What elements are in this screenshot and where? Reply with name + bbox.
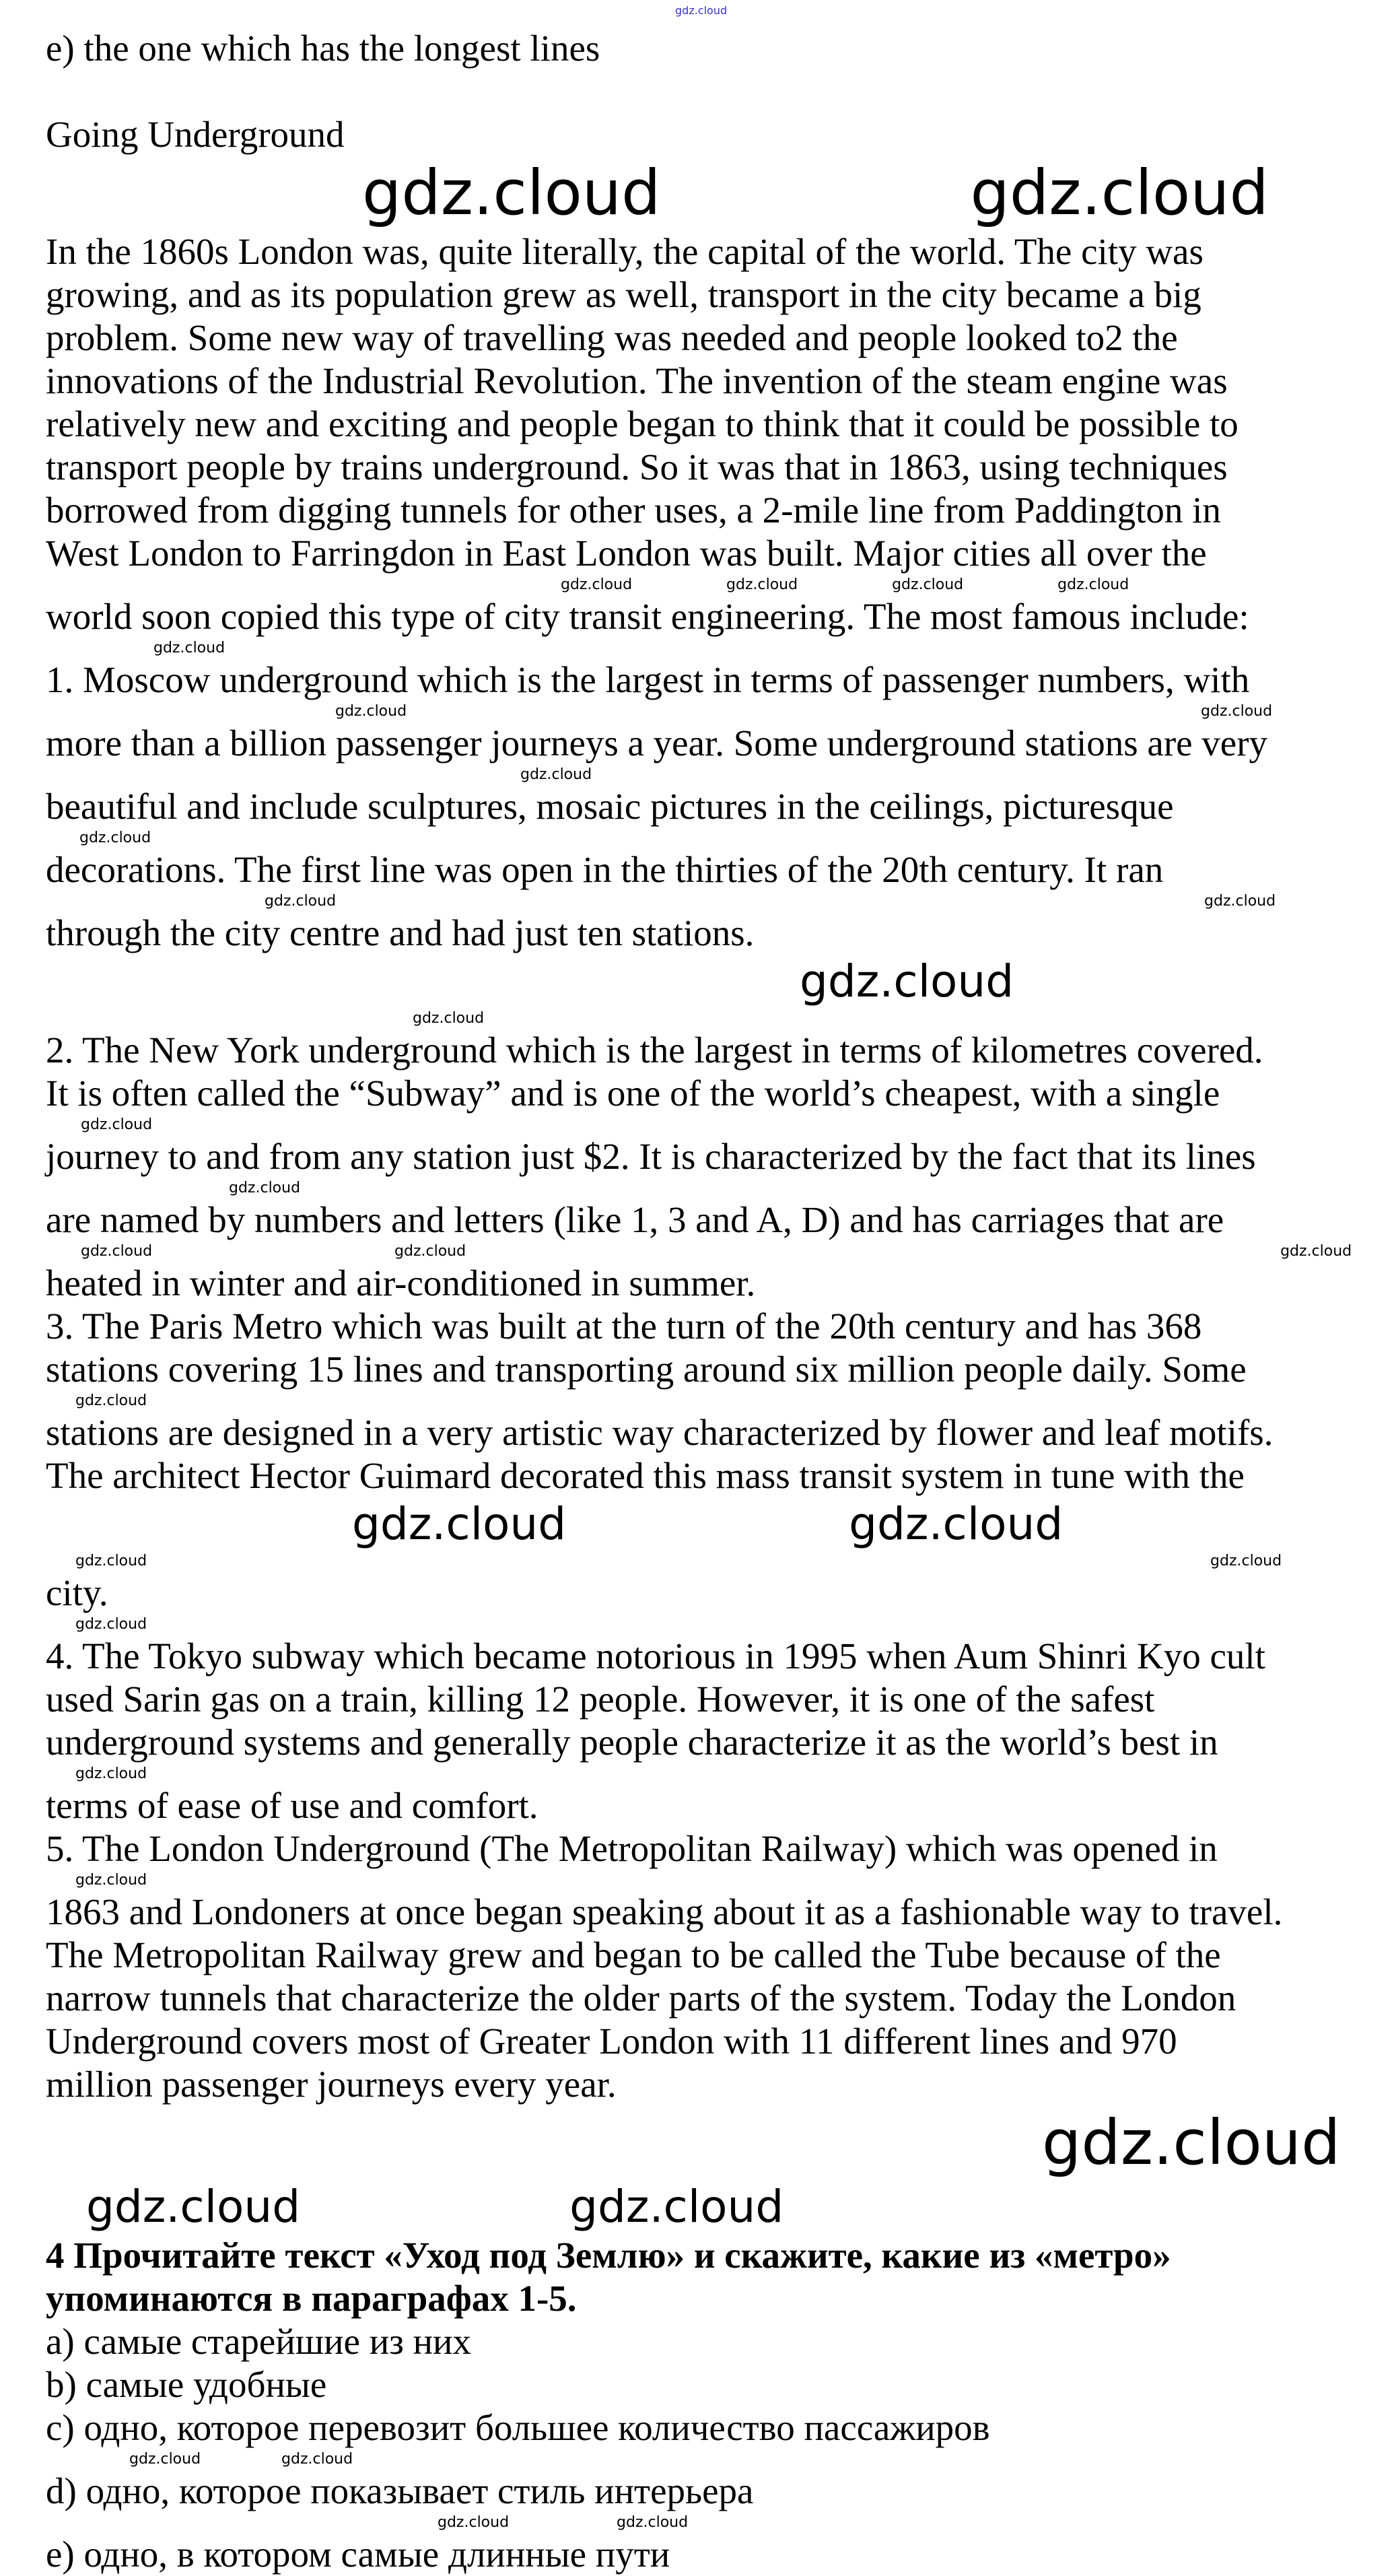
watermark: gdz.cloud xyxy=(1042,2107,1341,2179)
watermark-row xyxy=(46,765,1348,785)
watermark-row xyxy=(46,1178,1348,1198)
paragraph-line: innovations of the Industrial Revolution. The invention of the steam engine was xyxy=(46,360,1228,401)
watermark-row xyxy=(46,2106,1348,2180)
watermark: gdz.cloud xyxy=(970,157,1269,229)
paragraph-line: transport people by trains underground. So it was that in 1863, using techniques xyxy=(46,446,1228,487)
paragraph-line: underground systems and generally people characterize it as the world’s best in xyxy=(46,1722,1218,1763)
paragraph-line: The Metropolitan Railway grew and began to be called the Tube because of the xyxy=(46,1934,1221,1975)
watermark-row xyxy=(46,891,1348,912)
watermark: gdz.cloud xyxy=(335,703,407,720)
watermark-row xyxy=(46,156,1348,230)
paragraph-line: stations covering 15 lines and transporting around six million people daily. Some xyxy=(46,1349,1247,1390)
spacer xyxy=(46,70,1348,113)
watermark: gdz.cloud xyxy=(153,640,225,656)
paragraph-line: narrow tunnels that characterize the older parts of the system. Today the London xyxy=(46,1977,1236,2019)
paragraph-line: Underground covers most of Greater London with 11 different lines and 970 xyxy=(46,2021,1177,2062)
paragraph-line: West London to Farringdon in East London was built. Major cities all over the xyxy=(46,533,1207,574)
watermark: gdz.cloud xyxy=(892,576,964,593)
task-option-a: a) самые старейшие из них xyxy=(46,2321,471,2362)
top-watermark-row xyxy=(0,0,1394,27)
paragraph-line: used Sarin gas on a train, killing 12 people. However, it is one of the safest xyxy=(46,1679,1155,1720)
watermark: gdz.cloud xyxy=(79,829,151,846)
paragraph-line: The architect Hector Guimard decorated this mass transit system in tune with the xyxy=(46,1455,1245,1496)
watermark-row xyxy=(46,1391,1348,1411)
watermark: gdz.cloud xyxy=(75,1765,147,1782)
watermark: gdz.cloud xyxy=(75,1553,147,1569)
watermark-row xyxy=(46,575,1348,595)
watermark-row xyxy=(46,1242,1352,1262)
list-item-london: 5. The London Underground (The Metropolitan Railway) which was opened in xyxy=(46,1828,1218,1869)
watermark-row xyxy=(46,702,1348,722)
watermark: gdz.cloud xyxy=(75,1872,147,1889)
paragraph-line: decorations. The first line was open in the thirties of the 20th century. It ran xyxy=(46,849,1164,890)
watermark-row xyxy=(46,955,1348,1009)
list-item-tokyo: 4. The Tokyo subway which became notorious in 1995 when Aum Shinri Kyo cult xyxy=(46,1635,1265,1676)
watermark-row xyxy=(46,2449,1348,2470)
watermark: gdz.cloud xyxy=(438,2514,510,2531)
watermark: gdz.cloud xyxy=(229,1180,301,1196)
paragraph-line: city. xyxy=(46,1572,108,1613)
watermark-row xyxy=(46,2180,1348,2234)
answer-option-e-english: e) the one which has the longest lines xyxy=(46,28,600,69)
watermark: gdz.cloud xyxy=(281,2451,353,2468)
watermark-row xyxy=(46,1551,1348,1571)
watermark-row xyxy=(46,638,1348,658)
watermark: gdz.cloud xyxy=(265,893,337,910)
paragraph-line: through the city centre and had just ten stations. xyxy=(46,912,755,953)
paragraph-line: 1863 and Londoners at once began speaking about it as a fashionable way to travel. xyxy=(46,1891,1283,1932)
task-heading-continued: упоминаются в параграфах 1-5. xyxy=(46,2278,577,2319)
paragraph-line: borrowed from digging tunnels for other uses, a 2-mile line from Paddington in xyxy=(46,489,1221,531)
task-option-e: e) одно, в котором самые длинные пути xyxy=(46,2534,670,2575)
paragraph-line: journey to and from any station just $2. It is characterized by the fact that its lines xyxy=(46,1136,1256,1177)
paragraph-line: It is often called the “Subway” and is one of the world’s cheapest, with a single xyxy=(46,1073,1220,1114)
watermark: gdz.cloud xyxy=(75,1616,147,1633)
paragraph-line: growing, and as its population grew as well, transport in the city became a big xyxy=(46,274,1201,315)
watermark: gdz.cloud xyxy=(726,576,798,593)
watermark: gdz.cloud xyxy=(394,1243,466,1260)
watermark: gdz.cloud xyxy=(569,2181,784,2233)
paragraph-line: heated in winter and air-conditioned in summer. xyxy=(46,1262,756,1303)
watermark: gdz.cloud xyxy=(800,955,1014,1007)
paragraph-line: relatively new and exciting and people began to think that it could be possible to xyxy=(46,403,1239,444)
article-title: Going Underground xyxy=(46,114,345,155)
paragraph-line: world soon copied this type of city transit engineering. The most famous include: xyxy=(46,596,1249,637)
task-option-b: b) самые удобные xyxy=(46,2364,327,2405)
paragraph-line: more than a billion passenger journeys a year. Some underground stations are very xyxy=(46,722,1268,764)
watermark-row xyxy=(46,1764,1348,1784)
watermark: gdz.cloud xyxy=(1201,703,1273,720)
document-body xyxy=(0,27,1394,2576)
watermark-row xyxy=(46,1009,1348,1029)
watermark: gdz.cloud xyxy=(561,576,633,593)
paragraph-line: beautiful and include sculptures, mosaic pictures in the ceilings, picturesque xyxy=(46,786,1174,827)
watermark: gdz.cloud xyxy=(413,1010,485,1027)
paragraph-line: In the 1860s London was, quite literally, the capital of the world. The city was xyxy=(46,231,1204,272)
watermark-row xyxy=(46,1870,1348,1891)
paragraph-line: stations are designed in a very artistic way characterized by flower and leaf motifs. xyxy=(46,1412,1274,1453)
list-item-new-york: 2. The New York underground which is the largest in terms of kilometres covered. xyxy=(46,1029,1263,1071)
watermark-row xyxy=(46,828,1348,848)
paragraph-line: problem. Some new way of travelling was needed and people looked to2 the xyxy=(46,317,1178,358)
watermark: gdz.cloud xyxy=(362,157,661,229)
task-option-c: c) одно, которое перевозит большее количество пассажиров xyxy=(46,2407,990,2448)
watermark-row xyxy=(46,1115,1348,1135)
watermark: gdz.cloud xyxy=(81,1243,153,1260)
list-item-paris: 3. The Paris Metro which was built at the turn of the 20th century and has 368 xyxy=(46,1306,1202,1347)
watermark-row xyxy=(46,1497,1348,1551)
task-heading: 4 Прочитайте текст «Уход под Землю» и скажите, какие из «метро» xyxy=(46,2235,1171,2276)
watermark: gdz.cloud xyxy=(1210,1553,1282,1569)
paragraph-line: million passenger journeys every year. xyxy=(46,2064,617,2105)
watermark-row xyxy=(46,2513,1348,2533)
paragraph-line: terms of ease of use and comfort. xyxy=(46,1785,538,1826)
watermark: gdz.cloud xyxy=(352,1498,567,1550)
watermark: gdz.cloud xyxy=(86,2181,301,2233)
watermark: gdz.cloud xyxy=(129,2451,201,2468)
watermark: gdz.cloud xyxy=(75,1392,147,1409)
watermark: gdz.cloud xyxy=(81,1116,153,1133)
list-item-moscow: 1. Moscow underground which is the largest in terms of passenger numbers, with xyxy=(46,659,1250,700)
paragraph-line: are named by numbers and letters (like 1, 3 and A, D) and has carriages that are xyxy=(46,1199,1224,1240)
watermark: gdz.cloud xyxy=(1057,576,1129,593)
watermark: gdz.cloud xyxy=(617,2514,689,2531)
watermark: gdz.cloud xyxy=(1204,893,1276,910)
watermark-row xyxy=(46,1615,1348,1635)
top-watermark: gdz.cloud xyxy=(675,4,728,17)
watermark: gdz.cloud xyxy=(849,1498,1064,1550)
task-option-d: d) одно, которое показывает стиль интерьера xyxy=(46,2470,754,2511)
watermark: gdz.cloud xyxy=(520,766,592,783)
watermark: gdz.cloud xyxy=(1280,1243,1352,1260)
